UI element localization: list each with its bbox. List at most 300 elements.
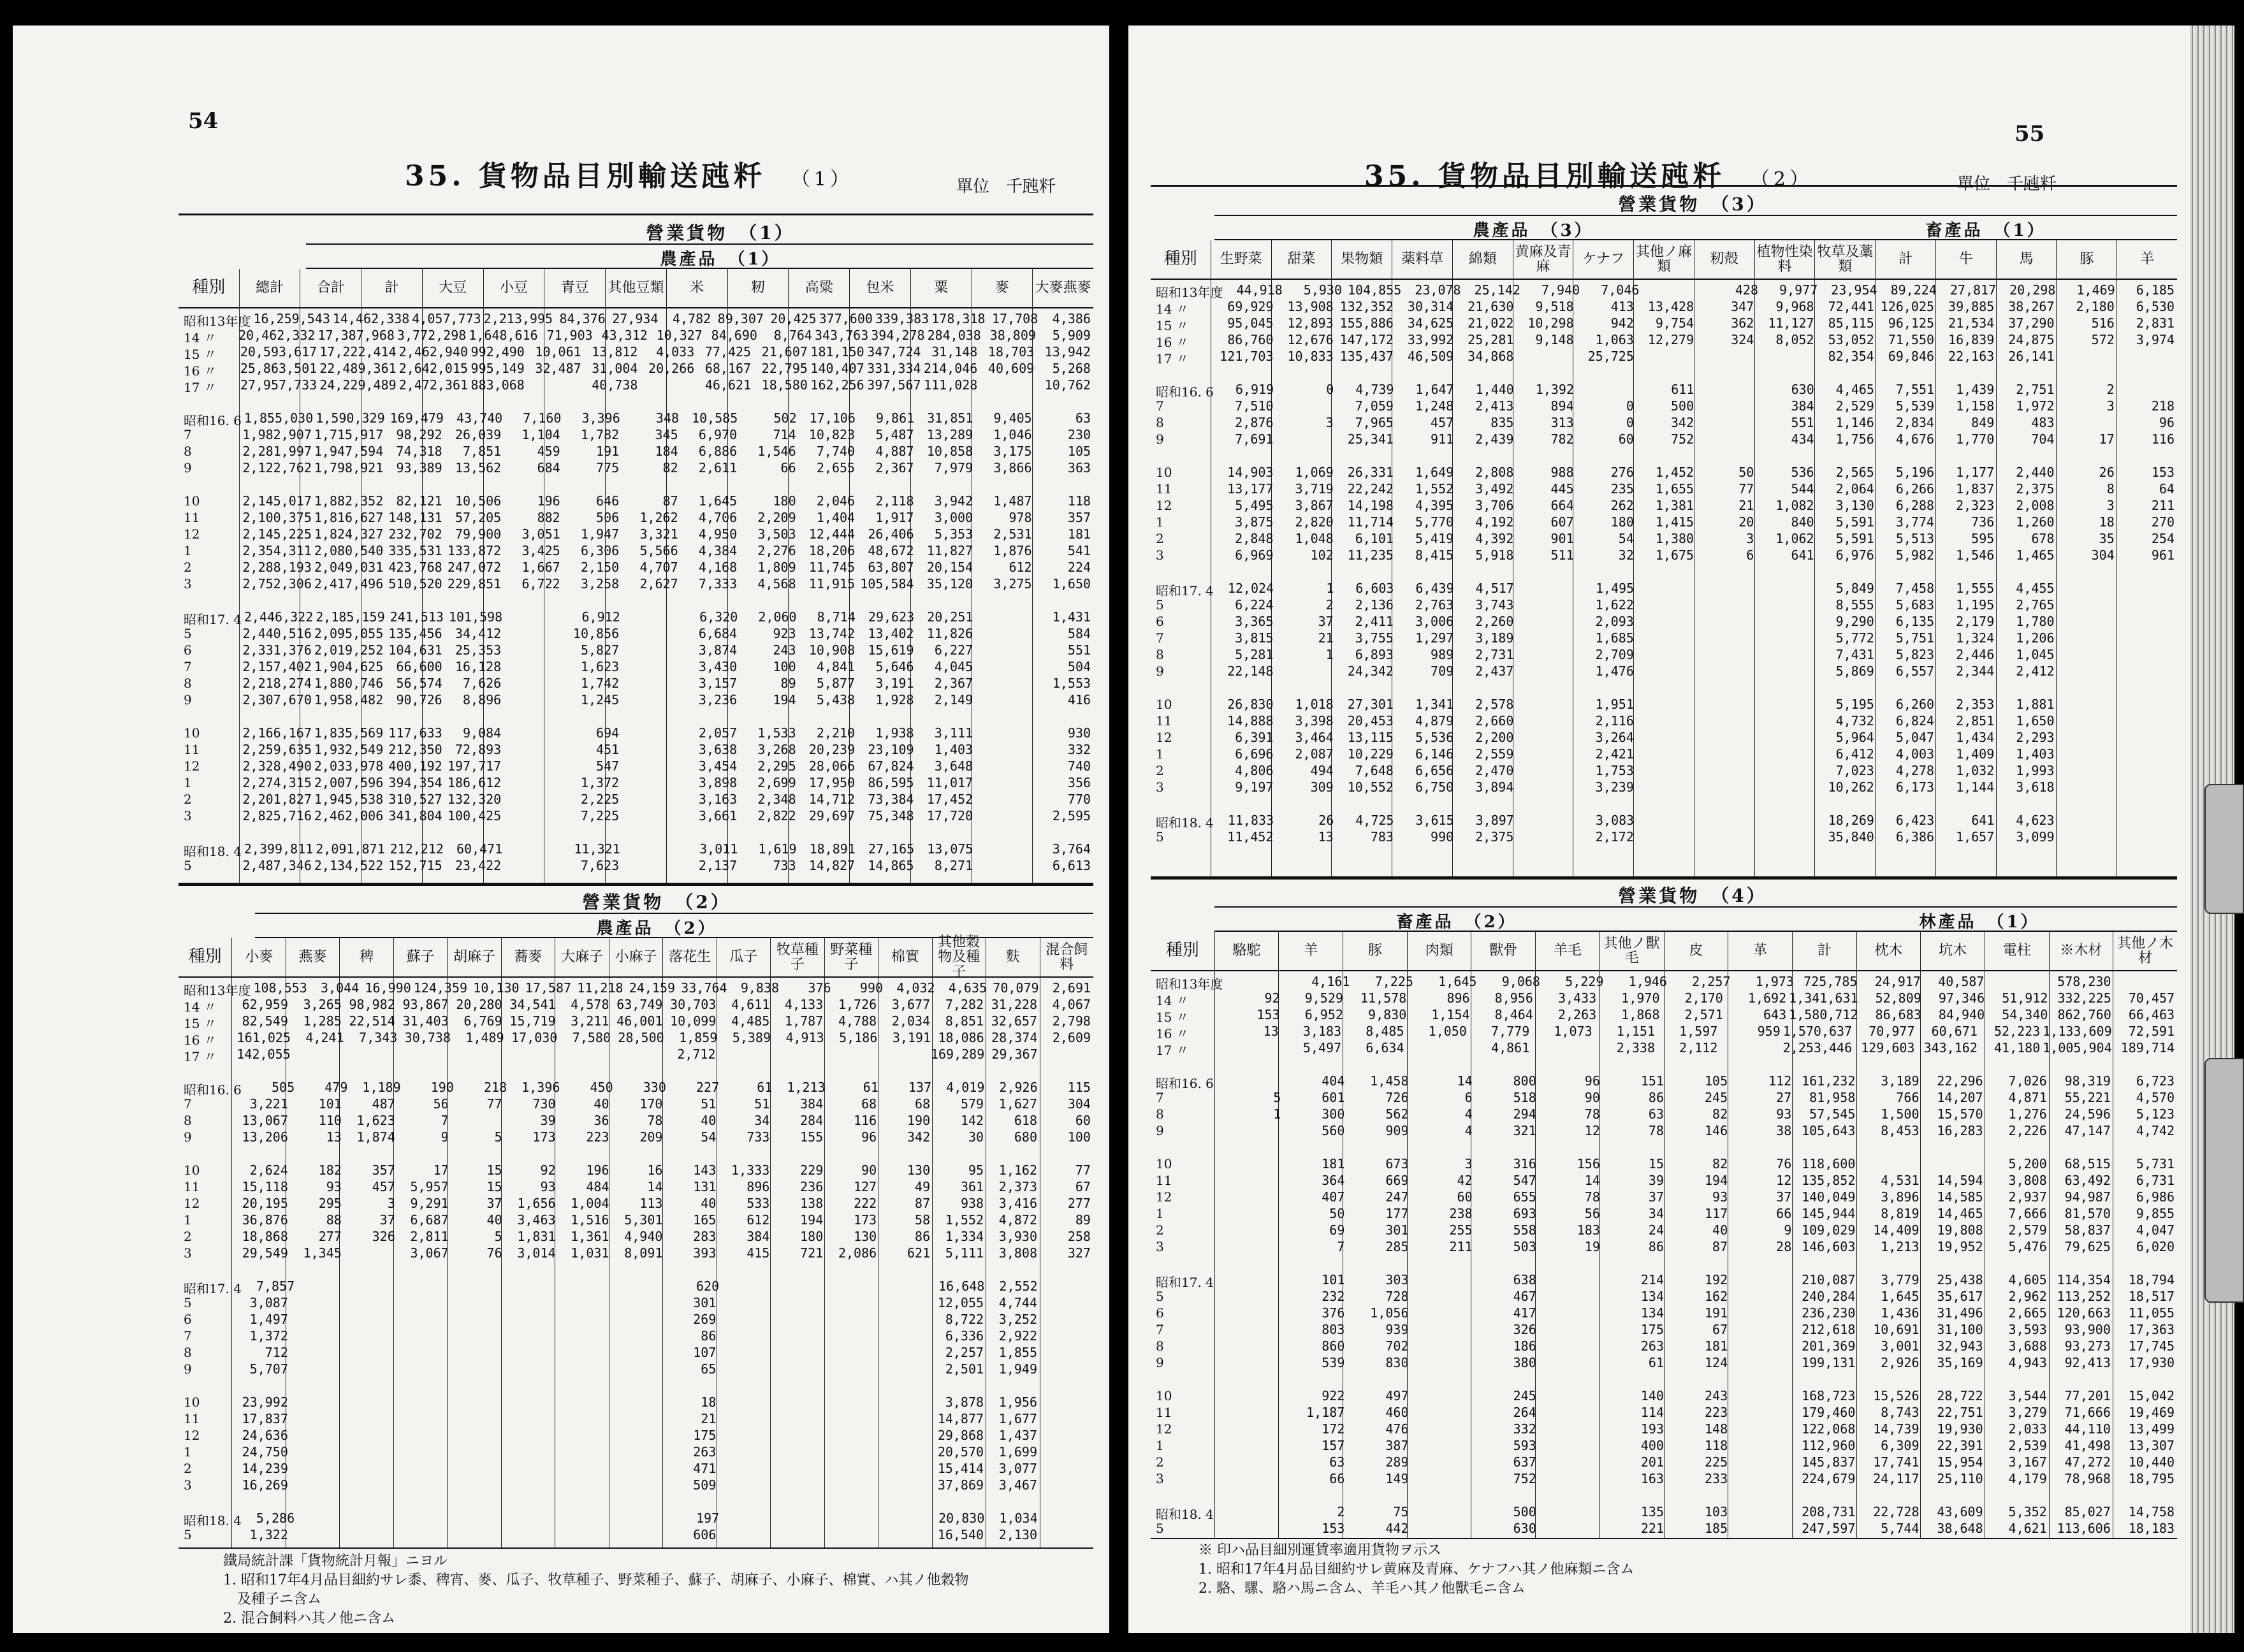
table-cell: 142,055 (237, 1047, 291, 1062)
table-cell: 1,859 (679, 1030, 718, 1045)
table-cell (1730, 1504, 1794, 1521)
table-cell (2117, 349, 2177, 365)
table-cell: 12 (1776, 1173, 1792, 1188)
table-cell: 428 (1735, 282, 1758, 298)
table-cell: 1,685 (1595, 630, 1634, 646)
table-cell: 262 (1610, 498, 1634, 513)
table-row (1151, 514, 2177, 531)
table-cell: 1,213 (1881, 1239, 1920, 1254)
table-cell: 1,645 (698, 493, 738, 509)
table-cell (398, 1295, 451, 1312)
table-row (1151, 1173, 2177, 1189)
table-cell (878, 1047, 931, 1063)
table-cell: 40 (701, 1113, 717, 1128)
table-cell (505, 1361, 558, 1378)
table-cell: 5,497 (1302, 1040, 1342, 1055)
table-cell: 484 (586, 1179, 609, 1194)
table-cell: 1,372 (580, 775, 620, 790)
table-cell: 1,958,482 (314, 692, 384, 707)
table-cell: 212,618 (1802, 1322, 1856, 1337)
table-cell (1696, 647, 1756, 663)
table-cell: 341,804 (388, 808, 442, 823)
table-cell: 342 (907, 1129, 931, 1145)
table-cell: 5,200 (2008, 1156, 2047, 1171)
row-spacer (1151, 1140, 2177, 1156)
column-header: 其他豆類 (605, 269, 666, 307)
table-cell: 1,004 (571, 1196, 609, 1211)
table-cell: 269 (693, 1312, 717, 1327)
table-cell: 177 (1385, 1206, 1409, 1221)
table-cell: 3,321 (639, 526, 678, 542)
table-cell (1757, 581, 1817, 597)
table-cell: 407 (1322, 1189, 1345, 1205)
table-cell: 21,607 (761, 344, 808, 359)
table-cell (2057, 713, 2117, 730)
table-cell: 669 (1385, 1173, 1409, 1188)
table-cell: 61 (1648, 1355, 1664, 1370)
table-cell: 21 (1318, 630, 1334, 646)
table-cell: 2,825,716 (242, 808, 312, 823)
table-cell: 4,621 (2008, 1521, 2047, 1536)
table-cell: 214 (1640, 1272, 1664, 1287)
table-cell: 8,851 (945, 1013, 984, 1029)
table-cell: 752 (1670, 431, 1694, 447)
table-row (1151, 465, 2177, 481)
table-cell (1411, 1289, 1475, 1305)
table-cell: 13,289 (926, 427, 973, 442)
table-cell: 1,372 (249, 1328, 288, 1344)
table-cell (291, 1477, 344, 1494)
table-cell: 2,080,540 (314, 543, 384, 558)
table-cell: 2,571 (1684, 1007, 1723, 1022)
table-cell (826, 1328, 879, 1345)
table-cell: 14,465 (1937, 1206, 1983, 1221)
table-cell: 5,438 (816, 692, 856, 707)
table-cell: 541 (1067, 543, 1091, 558)
table-cell: 6,952 (1304, 1007, 1343, 1022)
table-cell: 6,919 (1235, 382, 1274, 397)
table-cell: 680 (1014, 1129, 1037, 1145)
table-cell: 1,809 (757, 560, 796, 575)
table-row (1151, 1090, 2177, 1106)
table-cell: 2,210 (816, 725, 856, 741)
table-cell (505, 1328, 558, 1345)
table-cell: 536 (1791, 465, 1814, 480)
table-cell (505, 841, 564, 858)
table-cell: 276 (1610, 465, 1634, 480)
table-cell: 3,044 (321, 980, 360, 996)
table-cell: 7 (441, 1113, 449, 1128)
table-cell: 4,168 (698, 560, 738, 575)
table-cell: 500 (1513, 1504, 1536, 1519)
row-spacer (178, 394, 1093, 410)
table-cell: 1 (1156, 1438, 1164, 1453)
table-cell: 163 (1640, 1471, 1664, 1486)
table-row (1151, 1471, 2177, 1488)
table-cell: 6,893 (1355, 647, 1394, 662)
table-cell: 8 (2106, 481, 2115, 496)
table-cell: 209 (639, 1129, 663, 1145)
table-cell: 1,882,352 (314, 493, 384, 509)
table-cell (1636, 730, 1696, 746)
table-cell: 10 (1156, 1156, 1172, 1171)
table-cell: 8 (1156, 647, 1164, 662)
table-cell: 13 (1318, 829, 1334, 844)
table-cell: 10,762 (1044, 377, 1091, 393)
table-cell: 5 (184, 858, 192, 873)
table-cell (1756, 746, 1816, 763)
table-cell (1411, 1305, 1475, 1322)
table-row (1151, 415, 2177, 431)
table-cell: 17 (433, 1163, 449, 1178)
table-cell: 459 (537, 444, 560, 459)
table-cell: 6,656 (1415, 763, 1454, 778)
table-cell (1696, 779, 1756, 796)
table-cell (505, 1477, 558, 1494)
table-cell: 4,465 (1835, 382, 1874, 397)
table-cell: 7,626 (462, 676, 502, 691)
table-cell: 5 (1156, 1521, 1164, 1536)
table-cell: 39,885 (1948, 299, 1995, 314)
table-cell: 601 (1322, 1090, 1345, 1105)
table-cell: 20,195 (242, 1196, 288, 1211)
table-cell: 4,841 (816, 659, 856, 674)
table-cell: 11,452 (1227, 829, 1274, 844)
page-number: 55 (2014, 121, 2045, 147)
table-cell: 98,982 (349, 997, 395, 1012)
table-cell: 20,570 (937, 1444, 984, 1460)
table-row (178, 526, 1093, 543)
table-cell: 1,876 (993, 543, 1032, 558)
table-cell: 6,146 (1415, 746, 1454, 762)
table-cell: 1,650 (2016, 713, 2055, 728)
table-cell: 356 (1067, 775, 1091, 790)
table-cell: 22,148 (1227, 663, 1274, 679)
table-cell (1858, 1156, 1921, 1173)
table-cell: 10 (1156, 465, 1172, 480)
table-cell: 506 (596, 510, 620, 525)
table-cell: 3,396 (581, 410, 620, 426)
table-cell: 118 (1067, 493, 1091, 509)
table-cell: 1,656 (517, 1196, 556, 1211)
table-cell (505, 1295, 558, 1312)
table-cell (718, 1428, 772, 1444)
table-cell: 4,045 (934, 659, 973, 674)
table-cell (1276, 431, 1336, 448)
table-cell (640, 377, 697, 394)
table-cell: 191 (596, 444, 620, 459)
table-cell: 7,779 (1491, 1024, 1530, 1039)
table-cell: 31,403 (402, 1013, 449, 1029)
table-cell: 105,643 (1802, 1123, 1856, 1138)
table-cell: 201,369 (1802, 1338, 1856, 1354)
table-cell: 6,696 (1235, 746, 1274, 762)
table-cell: 28,066 (808, 758, 856, 774)
column-header: 籾 (727, 269, 789, 307)
table-cell: 5,918 (1475, 547, 1514, 563)
table-cell (1730, 1305, 1794, 1322)
table-cell: 68 (861, 1096, 877, 1112)
table-cell: 423,768 (388, 560, 442, 575)
table-cell: 93,273 (2064, 1338, 2111, 1354)
table-cell: 347 (1731, 299, 1754, 314)
table-cell: 24,917 (1874, 974, 1921, 989)
table-cell: 31,148 (931, 344, 978, 359)
column-header: 黄麻及青麻 (1513, 240, 1573, 279)
table-cell: 108,553 (253, 980, 307, 996)
table-cell: 2,093 (1595, 614, 1634, 629)
table-row (1151, 1438, 2177, 1454)
table-cell: 5,495 (1235, 498, 1274, 513)
table-cell: 75 (1393, 1504, 1409, 1519)
table-cell: 702 (1385, 1338, 1409, 1354)
table-cell (399, 1047, 452, 1063)
column-header: 種別 (188, 947, 222, 967)
table-cell: 332,225 (2057, 990, 2111, 1006)
table-cell: 1,928 (875, 692, 914, 707)
table-row (1151, 1322, 2177, 1338)
table-cell (1577, 382, 1636, 398)
table-cell: 1,533 (757, 725, 796, 741)
table-cell: 1,404 (816, 510, 856, 525)
table-cell (504, 659, 562, 676)
table-cell: 16,283 (1937, 1123, 1983, 1138)
table-cell: 988 (1550, 465, 1574, 480)
table-cell: 20,266 (648, 361, 695, 376)
table-cell: 1,154 (1431, 1007, 1470, 1022)
table-row (1151, 581, 2177, 597)
table-cell: 584 (1067, 626, 1091, 641)
table-row (178, 1312, 1093, 1328)
table-cell: 15 〃 (184, 347, 217, 362)
table-cell: 3,006 (1415, 614, 1454, 629)
table-cell (398, 1361, 451, 1378)
table-cell: 34,868 (1468, 349, 1514, 364)
table-cell: 247,072 (447, 560, 502, 575)
table-cell: 2,399,811 (244, 841, 314, 857)
table-cell (622, 659, 680, 676)
table-cell: 60,671 (1931, 1024, 1978, 1039)
table-cell: 2,922 (998, 1328, 1037, 1344)
table-cell: 25,353 (455, 642, 502, 658)
table-row (178, 792, 1093, 808)
table-cell (291, 1428, 344, 1444)
table-cell: 162 (1705, 1289, 1728, 1304)
table-cell: 638 (1513, 1272, 1536, 1287)
table-cell: 62,959 (242, 997, 288, 1012)
table-row (178, 1444, 1093, 1461)
table-cell: 72,441 (1828, 299, 1874, 314)
table-cell: 33,764 (681, 980, 727, 996)
table-cell (505, 1428, 558, 1444)
table-cell: 1,497 (249, 1312, 288, 1327)
table-cell (1756, 730, 1816, 746)
table-cell: 175 (1640, 1322, 1664, 1337)
table-cell: 14 (1584, 1173, 1600, 1188)
table-cell: 1,831 (517, 1229, 556, 1244)
column-header: 計 (1792, 932, 1856, 970)
table-row (1151, 974, 2177, 990)
table-cell: 68,515 (2064, 1156, 2111, 1171)
table-cell: 5,964 (1835, 730, 1874, 745)
table-cell: 12 (1156, 1189, 1172, 1205)
table-cell: 8,485 (1366, 1024, 1404, 1039)
table-cell: 1,082 (1775, 498, 1814, 513)
table-cell: 191 (1705, 1305, 1728, 1321)
table-cell: 185 (1705, 1521, 1728, 1536)
table-cell: 14,739 (1873, 1421, 1920, 1437)
table-cell (291, 1395, 344, 1411)
table-cell: 3,011 (699, 841, 738, 857)
table-cell: 11 (1156, 481, 1172, 496)
table-row (178, 311, 1093, 328)
table-cell: 2,180 (2076, 299, 2115, 314)
table-cell: 3 (1156, 547, 1164, 563)
table-cell: 376 (1322, 1305, 1345, 1321)
table-cell: 8 (184, 1345, 192, 1360)
table-cell: 38,267 (2008, 299, 2055, 314)
table-cell (622, 858, 680, 874)
table-cell: 4,278 (1895, 763, 1935, 778)
table-cell: 6,386 (1895, 829, 1935, 844)
table-cell: 457 (1431, 415, 1454, 430)
table-cell (975, 659, 1034, 676)
table-cell: 4,047 (2136, 1222, 2175, 1238)
table-cell: 782 (1550, 431, 1574, 447)
table-cell: 218 (2151, 398, 2175, 414)
table-cell: 2,328,490 (242, 758, 312, 774)
table-cell: 146,603 (1802, 1239, 1856, 1254)
table-row (1151, 1305, 2177, 1322)
table-cell: 2,019,252 (314, 642, 384, 658)
table-cell: 178,318 (931, 311, 986, 326)
table-cell: 210,087 (1802, 1272, 1856, 1287)
table-cell (1220, 1438, 1283, 1454)
table-cell: 5,047 (1895, 730, 1935, 745)
table-row (178, 758, 1093, 775)
table-cell: 5,957 (410, 1179, 449, 1194)
table-cell: 16 〃 (184, 363, 217, 379)
row-spacer (1151, 448, 2177, 465)
table-cell: 1,904,625 (314, 659, 384, 674)
table-cell: 243 (773, 642, 796, 658)
table-cell: 11 (184, 1179, 200, 1194)
table-cell: 16,128 (455, 659, 502, 674)
table-cell (622, 808, 680, 825)
table-cell: 27,957,733 (240, 377, 317, 393)
table-cell: 1,206 (2016, 630, 2055, 646)
table-cell: 393 (693, 1245, 717, 1261)
table-cell: 16 〃 (1156, 1026, 1189, 1041)
table-cell: 86,683 (1875, 1007, 1921, 1022)
table-cell (344, 1312, 398, 1328)
table-cell: 1,645 (1438, 974, 1477, 989)
table-cell: 3,111 (934, 725, 973, 741)
table-cell: 43,740 (456, 410, 503, 426)
table-row (1151, 713, 2177, 730)
table-cell: 775 (596, 460, 620, 475)
table-cell: 2,470 (1475, 763, 1514, 778)
table-cell (1756, 779, 1816, 796)
table-cell: 3,067 (410, 1245, 449, 1261)
table-cell: 2,472,361 (398, 377, 469, 393)
table-cell: 20,154 (926, 560, 973, 575)
table-cell: 6,439 (1415, 581, 1454, 596)
table-cell: 15,719 (509, 1013, 556, 1029)
table-cell: 132,352 (1339, 299, 1394, 314)
table-cell: 1,031 (571, 1245, 609, 1261)
table-cell: 7 (184, 1096, 192, 1112)
table-cell: 400 (1640, 1438, 1664, 1453)
table-row (178, 361, 1093, 377)
table-cell: 2,086 (838, 1245, 877, 1261)
table-cell: 14,758 (2128, 1504, 2175, 1519)
table-cell: 17,708 (992, 311, 1038, 326)
table-body (178, 311, 1093, 874)
table-cell: 37 (1318, 614, 1334, 629)
table-cell (504, 808, 562, 825)
table-cell: 606 (693, 1527, 717, 1542)
table-cell: 2,095,055 (314, 626, 384, 641)
table-cell: 10,908 (808, 642, 856, 658)
table-cell (1539, 1338, 1603, 1355)
table-cell: 6,412 (1835, 746, 1874, 762)
table-cell: 4,623 (2016, 813, 2055, 828)
table-cell: 50 (1738, 465, 1754, 480)
table-cell: 103 (1705, 1504, 1728, 1519)
table-cell: 22,163 (1948, 349, 1995, 364)
table-cell: 昭和16. 6 (184, 1082, 242, 1098)
table-cell: 4,003 (1895, 746, 1935, 762)
table-cell: 140,049 (1802, 1189, 1856, 1205)
table-row (1151, 1222, 2177, 1239)
table-cell: 97,346 (1938, 990, 1985, 1006)
table-cell: 86 (1648, 1090, 1664, 1105)
table-cell: 148 (1705, 1421, 1728, 1437)
table-cell: 13,908 (1287, 299, 1334, 314)
table-cell: 82,354 (1828, 349, 1874, 364)
table-cell: 752 (1513, 1471, 1536, 1486)
table-cell (616, 1279, 669, 1295)
table-cell: 400,192 (388, 758, 442, 774)
table-cell: 394,354 (388, 775, 442, 790)
table-cell: 630 (1513, 1521, 1536, 1536)
table-cell: 1,063 (1595, 332, 1634, 347)
table-row (1151, 531, 2177, 547)
table-cell (2113, 974, 2177, 990)
title-part: （1） (790, 168, 853, 191)
table-row (1151, 1521, 2177, 1537)
table-cell (504, 758, 562, 775)
table-cell: 17,363 (2128, 1322, 2175, 1337)
table-cell: 175 (693, 1428, 717, 1443)
table-cell: 15 (486, 1179, 502, 1194)
table-cell (1220, 1189, 1283, 1206)
table-cell: 3,239 (1595, 779, 1634, 795)
table-cell (826, 1411, 879, 1428)
table-cell: 922 (1322, 1388, 1345, 1403)
table-cell (1411, 1471, 1475, 1488)
table-cell: 3 (1464, 1156, 1473, 1171)
table-cell: 3,772,298 (397, 328, 467, 343)
table-row (178, 328, 1093, 344)
table-cell: 800 (1513, 1073, 1536, 1089)
table-cell (622, 642, 680, 659)
table-cell: 6 (1746, 547, 1754, 563)
table-cell: 67,824 (868, 758, 914, 774)
table-cell: 212,350 (388, 742, 442, 757)
table-cell: 100 (1067, 1129, 1091, 1145)
